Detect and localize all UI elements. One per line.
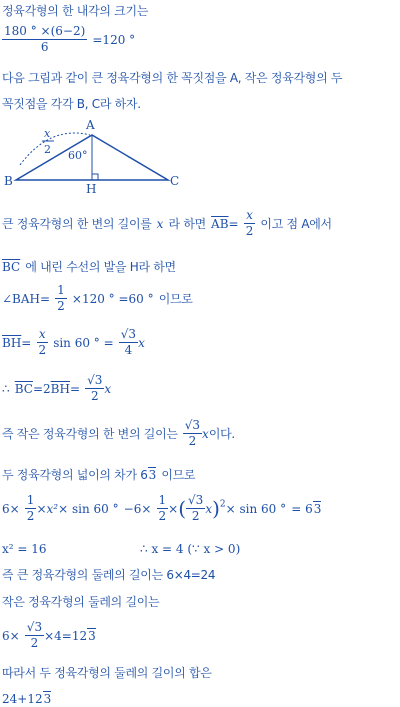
- label-angle-60: 60°: [68, 149, 88, 162]
- statement-setup-cont: 꼭짓점을 각각 B, C라 하자.: [2, 97, 141, 111]
- statement-area-diff: 두 정육각형의 넓이의 차가 63 이므로: [2, 468, 196, 482]
- formula-interior-angle: $\frac{180 ^\circ \times(6-2)}{6}$ =120 °: [4, 24, 136, 54]
- statement-foot: $\overline{BC}$ 에 내린 수선의 발을 H라 하면: [2, 260, 176, 274]
- formula-bh: $\overline{BH}=$ $\frac{x}{2}$ sin 60 ° = $\frac{√3}{4}$ x: [2, 327, 145, 357]
- statement-small-side: 즉 작은 정육각형의 한 변의 길이는 $\frac{√3}{2}$ x이다.: [2, 418, 235, 448]
- formula-area-equation: 6× $\frac{1}{2}$ ×x²× sin 60 ° −6× $\frac{1}{2}$ ×( $\frac{√3}{2}$ x)$^2$× sin 60 ° = 63: [2, 493, 322, 523]
- statement-side-length: 큰 정육각형의 한 변의 길이를 x 라 하면 $\overline{AB}=$ $\frac{x}{2}$ 이고 점 A에서: [2, 208, 332, 238]
- fraction: $\frac{180 ^\circ \times(6-2)}{6}$: [4, 24, 86, 54]
- formula-small-perimeter: 6× $\frac{√3}{2}$ ×4=123: [2, 620, 96, 650]
- right-angle-mark: [92, 174, 98, 180]
- label-frac-num: x: [44, 127, 51, 140]
- formula-x-squared: x² = 16: [2, 542, 47, 556]
- formula-x-value: ∴ x = 4 (∵ x > 0): [140, 542, 241, 556]
- statement-big-perimeter: 즉 큰 정육각형의 둘레의 길이는 6×4=24: [2, 568, 216, 582]
- label-c: C: [170, 174, 180, 188]
- answer-sum: 24+123: [2, 692, 52, 706]
- statement-interior-angle: 정육각형의 한 내각의 크기는: [2, 4, 149, 18]
- label-a: A: [86, 118, 95, 132]
- statement-setup: 다음 그림과 같이 큰 정육각형의 한 꼭짓점을 A, 작은 정육각형의 두: [2, 71, 343, 85]
- statement-sum: 따라서 두 정육각형의 둘레의 길이의 합은: [2, 666, 212, 680]
- triangle-figure: [0, 115, 200, 195]
- label-h: H: [86, 182, 97, 195]
- label-frac-den: 2: [44, 143, 51, 156]
- formula-bc: ∴ $\overline{BC}=2\overline{BH}=$ $\frac{√3}{2}$ x: [2, 373, 112, 403]
- formula-angle-bah: ∠BAH= $\frac{1}{2}$ ×120 ° =60 ° 이므로: [2, 283, 193, 313]
- label-b: B: [4, 174, 13, 188]
- statement-small-perimeter: 작은 정육각형의 둘레의 길이는: [2, 595, 160, 609]
